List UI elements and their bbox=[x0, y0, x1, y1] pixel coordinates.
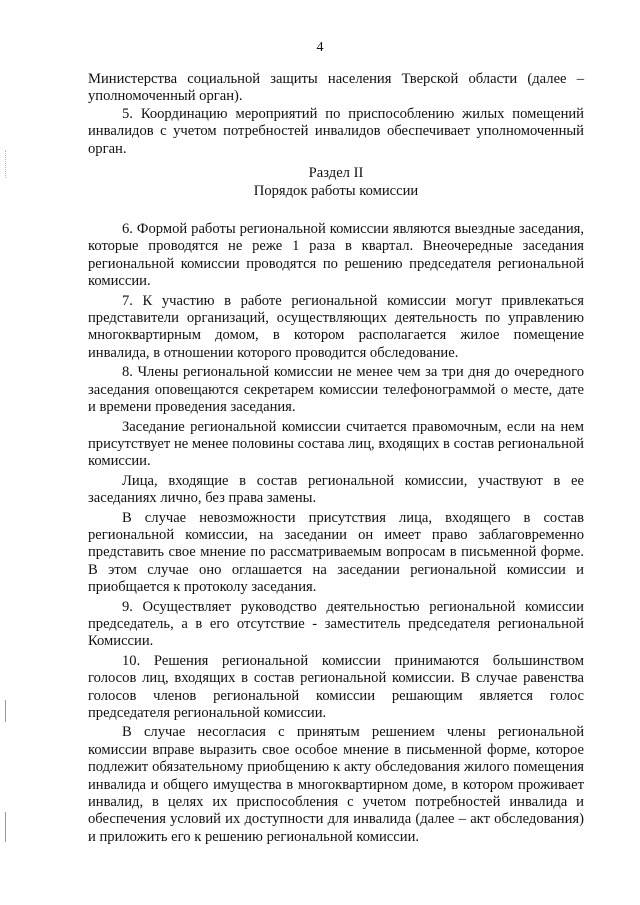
paragraph-8-absence: В случае невозможности присутствия лица, входящего в состав региональной комиссии, на заседании он имеет право заблаговременно представить свое мнение по рассматриваемым вопросам в письменной форме. В этом случае оно оглашается на заседании региональной комиссии и приобщается к протоколу заседания. bbox=[88, 509, 584, 596]
section-label: Раздел II bbox=[308, 165, 364, 182]
paragraph-7: 7. К участию в работе региональной комиссии могут привлекаться представители организаций, осуществляющих деятельность по управлению многоквартирным домом, в котором располагается жилое помещение инвалида, в отношении которого проводится обследование. bbox=[88, 292, 584, 361]
page-number: 4 bbox=[316, 40, 324, 55]
document-body bbox=[88, 71, 584, 846]
paragraph-10-dissent: В случае несогласия с принятым решением члены региональной комиссии вправе выразить свое особое мнение в письменной форме, которое подлежит обязательному приобщению к акту обследования жилого помещения инвалида и общего имущества в многоквартирном доме, в котором проживает инвалид, в целях их приспособления с учетом потребностей инвалида и обеспечения условий их доступности для инвалида (далее – акт обследования) и приложить его к решению региональной комиссии. bbox=[88, 724, 584, 845]
paragraph-6: 6. Формой работы региональной комиссии являются выездные заседания, которые проводятся не реже 1 раза в квартал. Внеочередные заседания региональной комиссии проводятся по решению председателя региональной комиссии. bbox=[88, 221, 584, 290]
section-title: Порядок работы комиссии bbox=[253, 183, 419, 200]
scan-artifact bbox=[5, 150, 7, 178]
paragraph-8-personal: Лица, входящие в состав региональной комиссии, участвуют в ее заседаниях лично, без права замены. bbox=[88, 472, 584, 507]
paragraph-continuation: Министерства социальной защиты населения Тверской области (далее – уполномоченный орган). bbox=[88, 71, 584, 105]
paragraph-5: 5. Координацию мероприятий по приспособлению жилых помещений инвалидов с учетом потребностей инвалидов обеспечивает уполномоченный орган. bbox=[88, 105, 584, 157]
paragraph-8-quorum: Заседание региональной комиссии считается правомочным, если на нем присутствует не менее половины состава лиц, входящих в состав региональной комиссии. bbox=[88, 418, 584, 470]
paragraph-8: 8. Члены региональной комиссии не менее чем за три дня до очередного заседания оповещаются секретарем комиссии телефонограммой о месте, дате и времени проведения заседания. bbox=[88, 364, 584, 416]
scan-artifact bbox=[5, 700, 6, 722]
paragraph-9: 9. Осуществляет руководство деятельностью региональной комиссии председатель, а в его отсутствие - заместитель председателя региональной Комиссии. bbox=[88, 598, 584, 650]
section-heading bbox=[88, 164, 584, 200]
paragraph-10: 10. Решения региональной комиссии принимаются большинством голосов лиц, входящих в состав региональной комиссии. В случае равенства голосов членов региональной комиссии решающим является голос председателя региональной комиссии. bbox=[88, 652, 584, 721]
scan-artifact bbox=[5, 812, 6, 842]
